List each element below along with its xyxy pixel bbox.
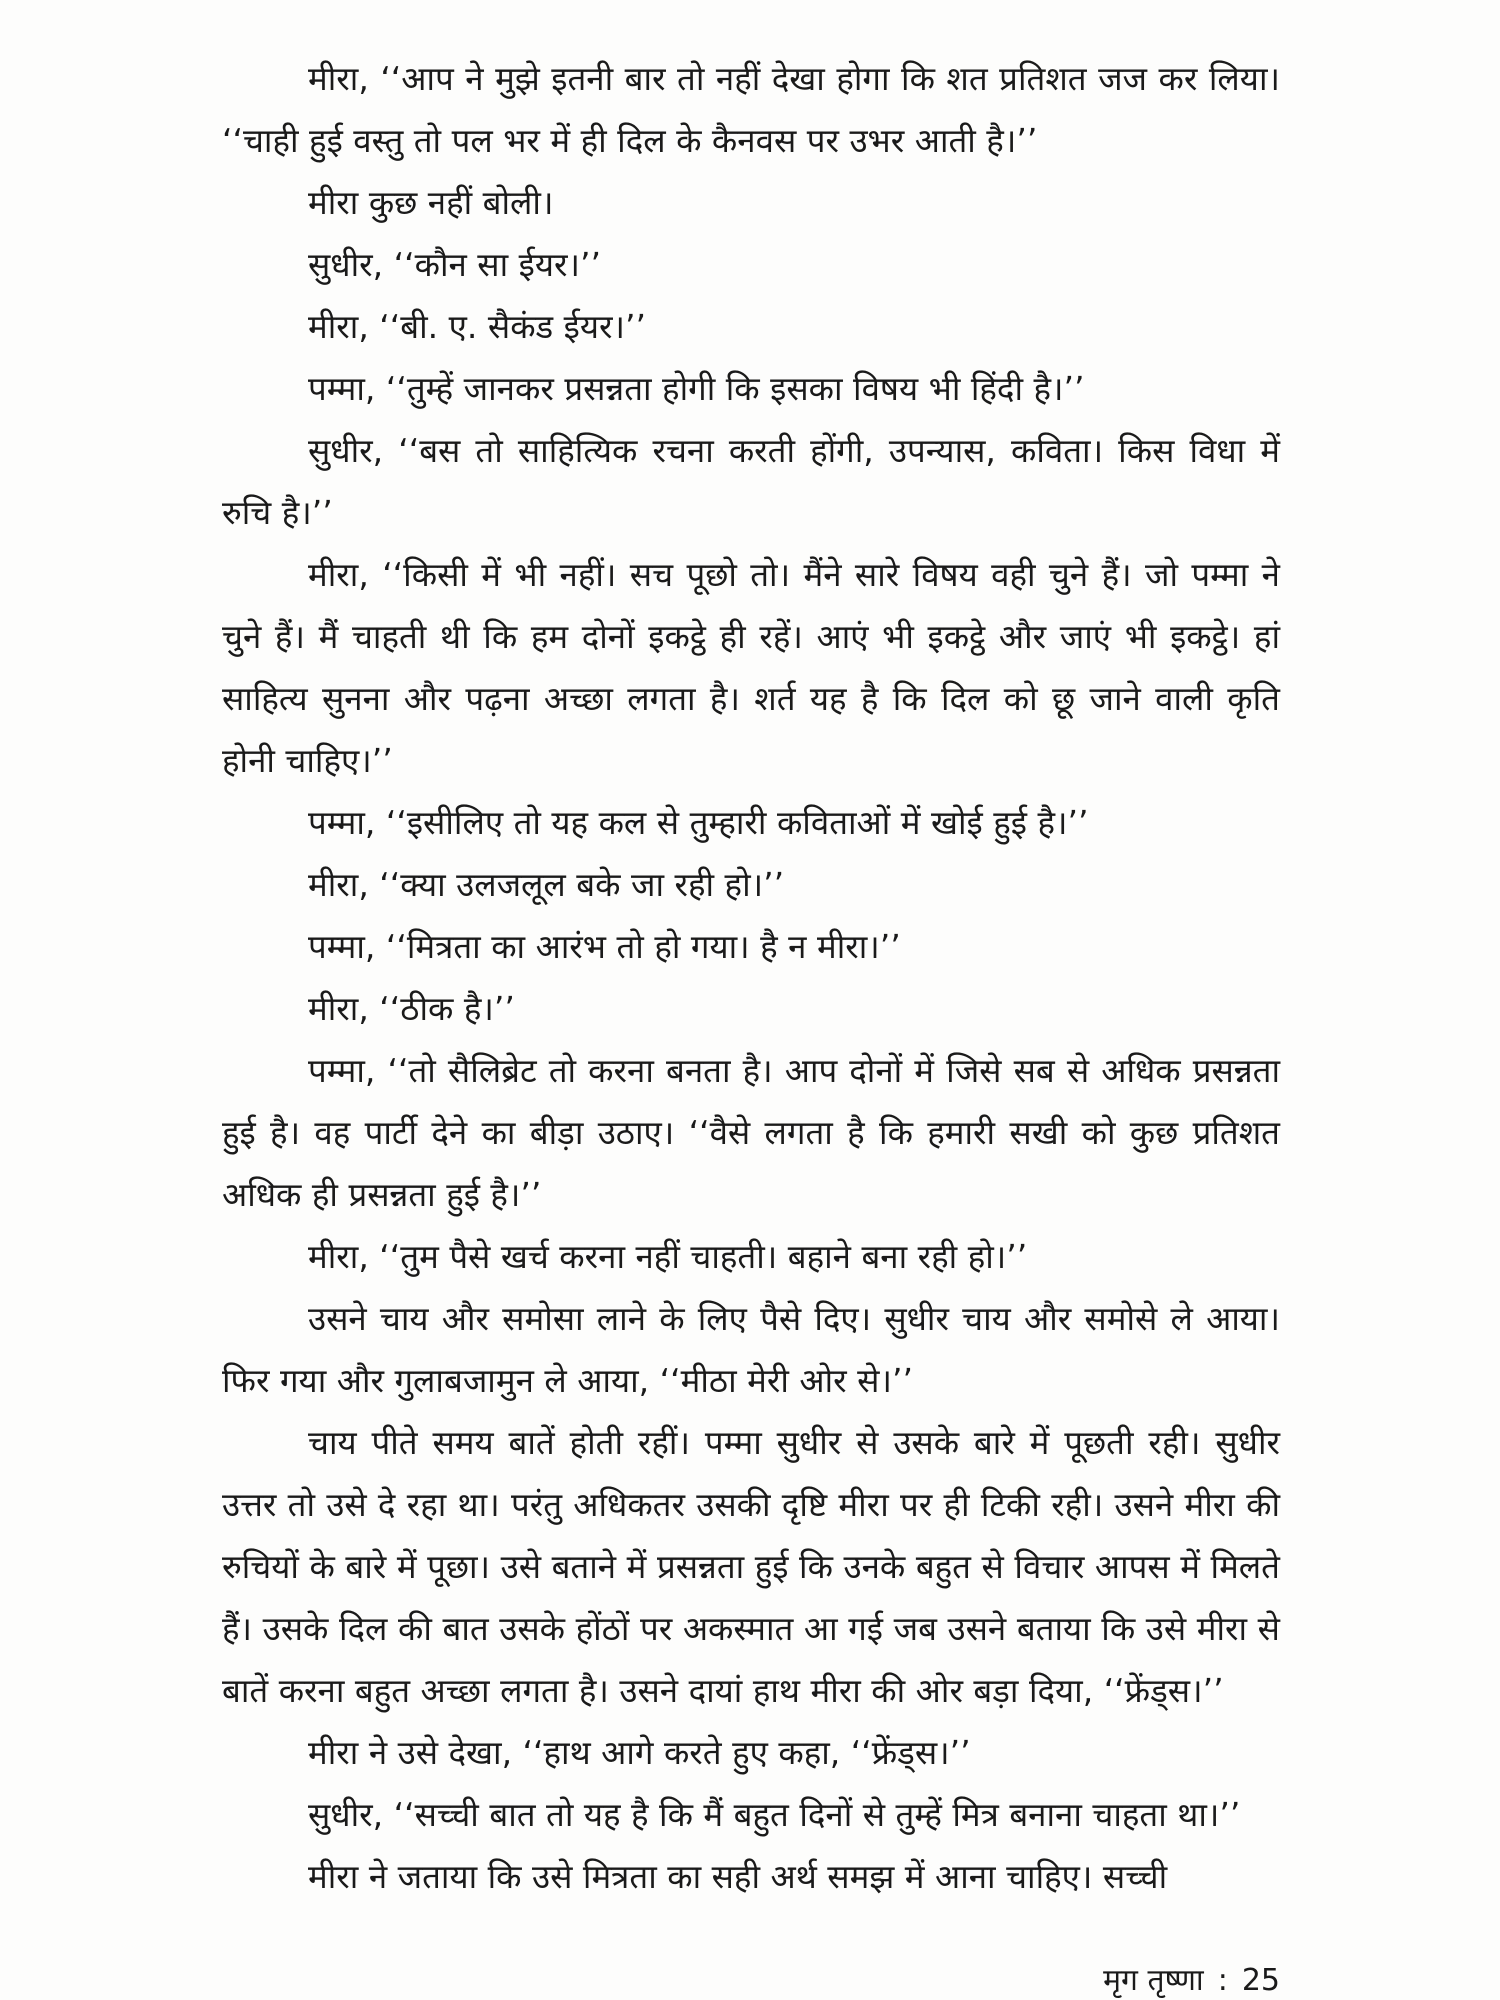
paragraph: सुधीर, ‘‘सच्ची बात तो यह है कि मैं बहुत दिनों से तुम्हें मित्र बनाना चाहता था।’’ — [308, 1795, 1241, 1834]
paragraph: उसने चाय और समोसा लाने के लिए पैसे दिए। सुधीर चाय और समोसे ले आया। फिर गया और गुलाबजामुन ले आया, ‘‘मीठा मेरी ओर से।’’ — [222, 1299, 1280, 1400]
paragraph: पम्मा, ‘‘तो सैलिब्रेट तो करना बनता है। आप दोनों में जिसे सब से अधिक प्रसन्नता हुई है। वह पार्टी देने का बीड़ा उठाए। ‘‘वैसे लगता है कि हमारी सखी को कुछ प्रतिशत अधिक ही प्रसन्नता हुई है।’’ — [222, 1051, 1280, 1214]
paragraph: मीरा, ‘‘बी. ए. सैकंड ईयर।’’ — [308, 307, 647, 346]
paragraph: पम्मा, ‘‘तुम्हें जानकर प्रसन्नता होगी कि इसका विषय भी हिंदी है।’’ — [308, 369, 1085, 408]
paragraph: सुधीर, ‘‘कौन सा ईयर।’’ — [308, 245, 601, 284]
paragraph: मीरा, ‘‘ठीक है।’’ — [308, 989, 515, 1028]
paragraph: मीरा, ‘‘क्या उलजलूल बके जा रही हो।’’ — [308, 865, 785, 904]
paragraph: पम्मा, ‘‘मित्रता का आरंभ तो हो गया। है न मीरा।’’ — [308, 927, 901, 966]
page-footer — [1040, 1958, 1280, 1999]
paragraph: मीरा कुछ नहीं बोली। — [308, 183, 554, 222]
page-number: 25 — [1241, 1963, 1280, 1998]
paragraph: मीरा ने उसे देखा, ‘‘हाथ आगे करते हुए कहा, ‘‘फ्रेंड्स।’’ — [308, 1733, 971, 1772]
paragraph: मीरा, ‘‘किसी में भी नहीं। सच पूछो तो। मैंने सारे विषय वही चुने हैं। जो पम्मा ने चुने हैं। मैं चाहती थी कि हम दोनों इकट्ठे ही रहें। आएं भी इकट्ठे और जाएं भी इकट्ठे। हां साहित्य सुनना और पढ़ना अच्छा लगता है। शर्त यह है कि दिल को छू जाने वाली कृति होनी चाहिए।’’ — [222, 555, 1280, 780]
paragraph: मीरा, ‘‘आप ने मुझे इतनी बार तो नहीं देखा होगा कि शत प्रतिशत जज कर लिया। ‘‘चाही हुई वस्तु तो पल भर में ही दिल के कैनवस पर उभर आती है।’’ — [222, 59, 1280, 160]
paragraph: मीरा, ‘‘तुम पैसे खर्च करना नहीं चाहती। बहाने बना रही हो।’’ — [308, 1237, 1028, 1276]
paragraph: पम्मा, ‘‘इसीलिए तो यह कल से तुम्हारी कविताओं में खोई हुई है।’’ — [308, 803, 1089, 842]
book-title: मृग तृष्णा — [1103, 1963, 1204, 1998]
folio-separator: : — [1217, 1963, 1228, 1998]
body-text — [222, 48, 1280, 1908]
paragraph: सुधीर, ‘‘बस तो साहित्यिक रचना करती होंगी, उपन्यास, कविता। किस विधा में रुचि है।’’ — [222, 431, 1280, 532]
paragraph: मीरा ने जताया कि उसे मित्रता का सही अर्थ समझ में आना चाहिए। सच्ची — [308, 1857, 1168, 1896]
paragraph: चाय पीते समय बातें होती रहीं। पम्मा सुधीर से उसके बारे में पूछती रही। सुधीर उत्तर तो उसे दे रहा था। परंतु अधिकतर उसकी दृष्टि मीरा पर ही टिकी रही। उसने मीरा की रुचियों के बारे में पूछा। उसे बताने में प्रसन्नता हुई कि उनके बहुत से विचार आपस में मिलते हैं। उसके दिल की बात उसके होंठों पर अकस्मात आ गई जब उसने बताया कि उसे मीरा से बातें करना बहुत अच्छा लगता है। उसने दायां हाथ मीरा की ओर बड़ा दिया, ‘‘फ्रेंड्स।’’ — [222, 1423, 1280, 1710]
